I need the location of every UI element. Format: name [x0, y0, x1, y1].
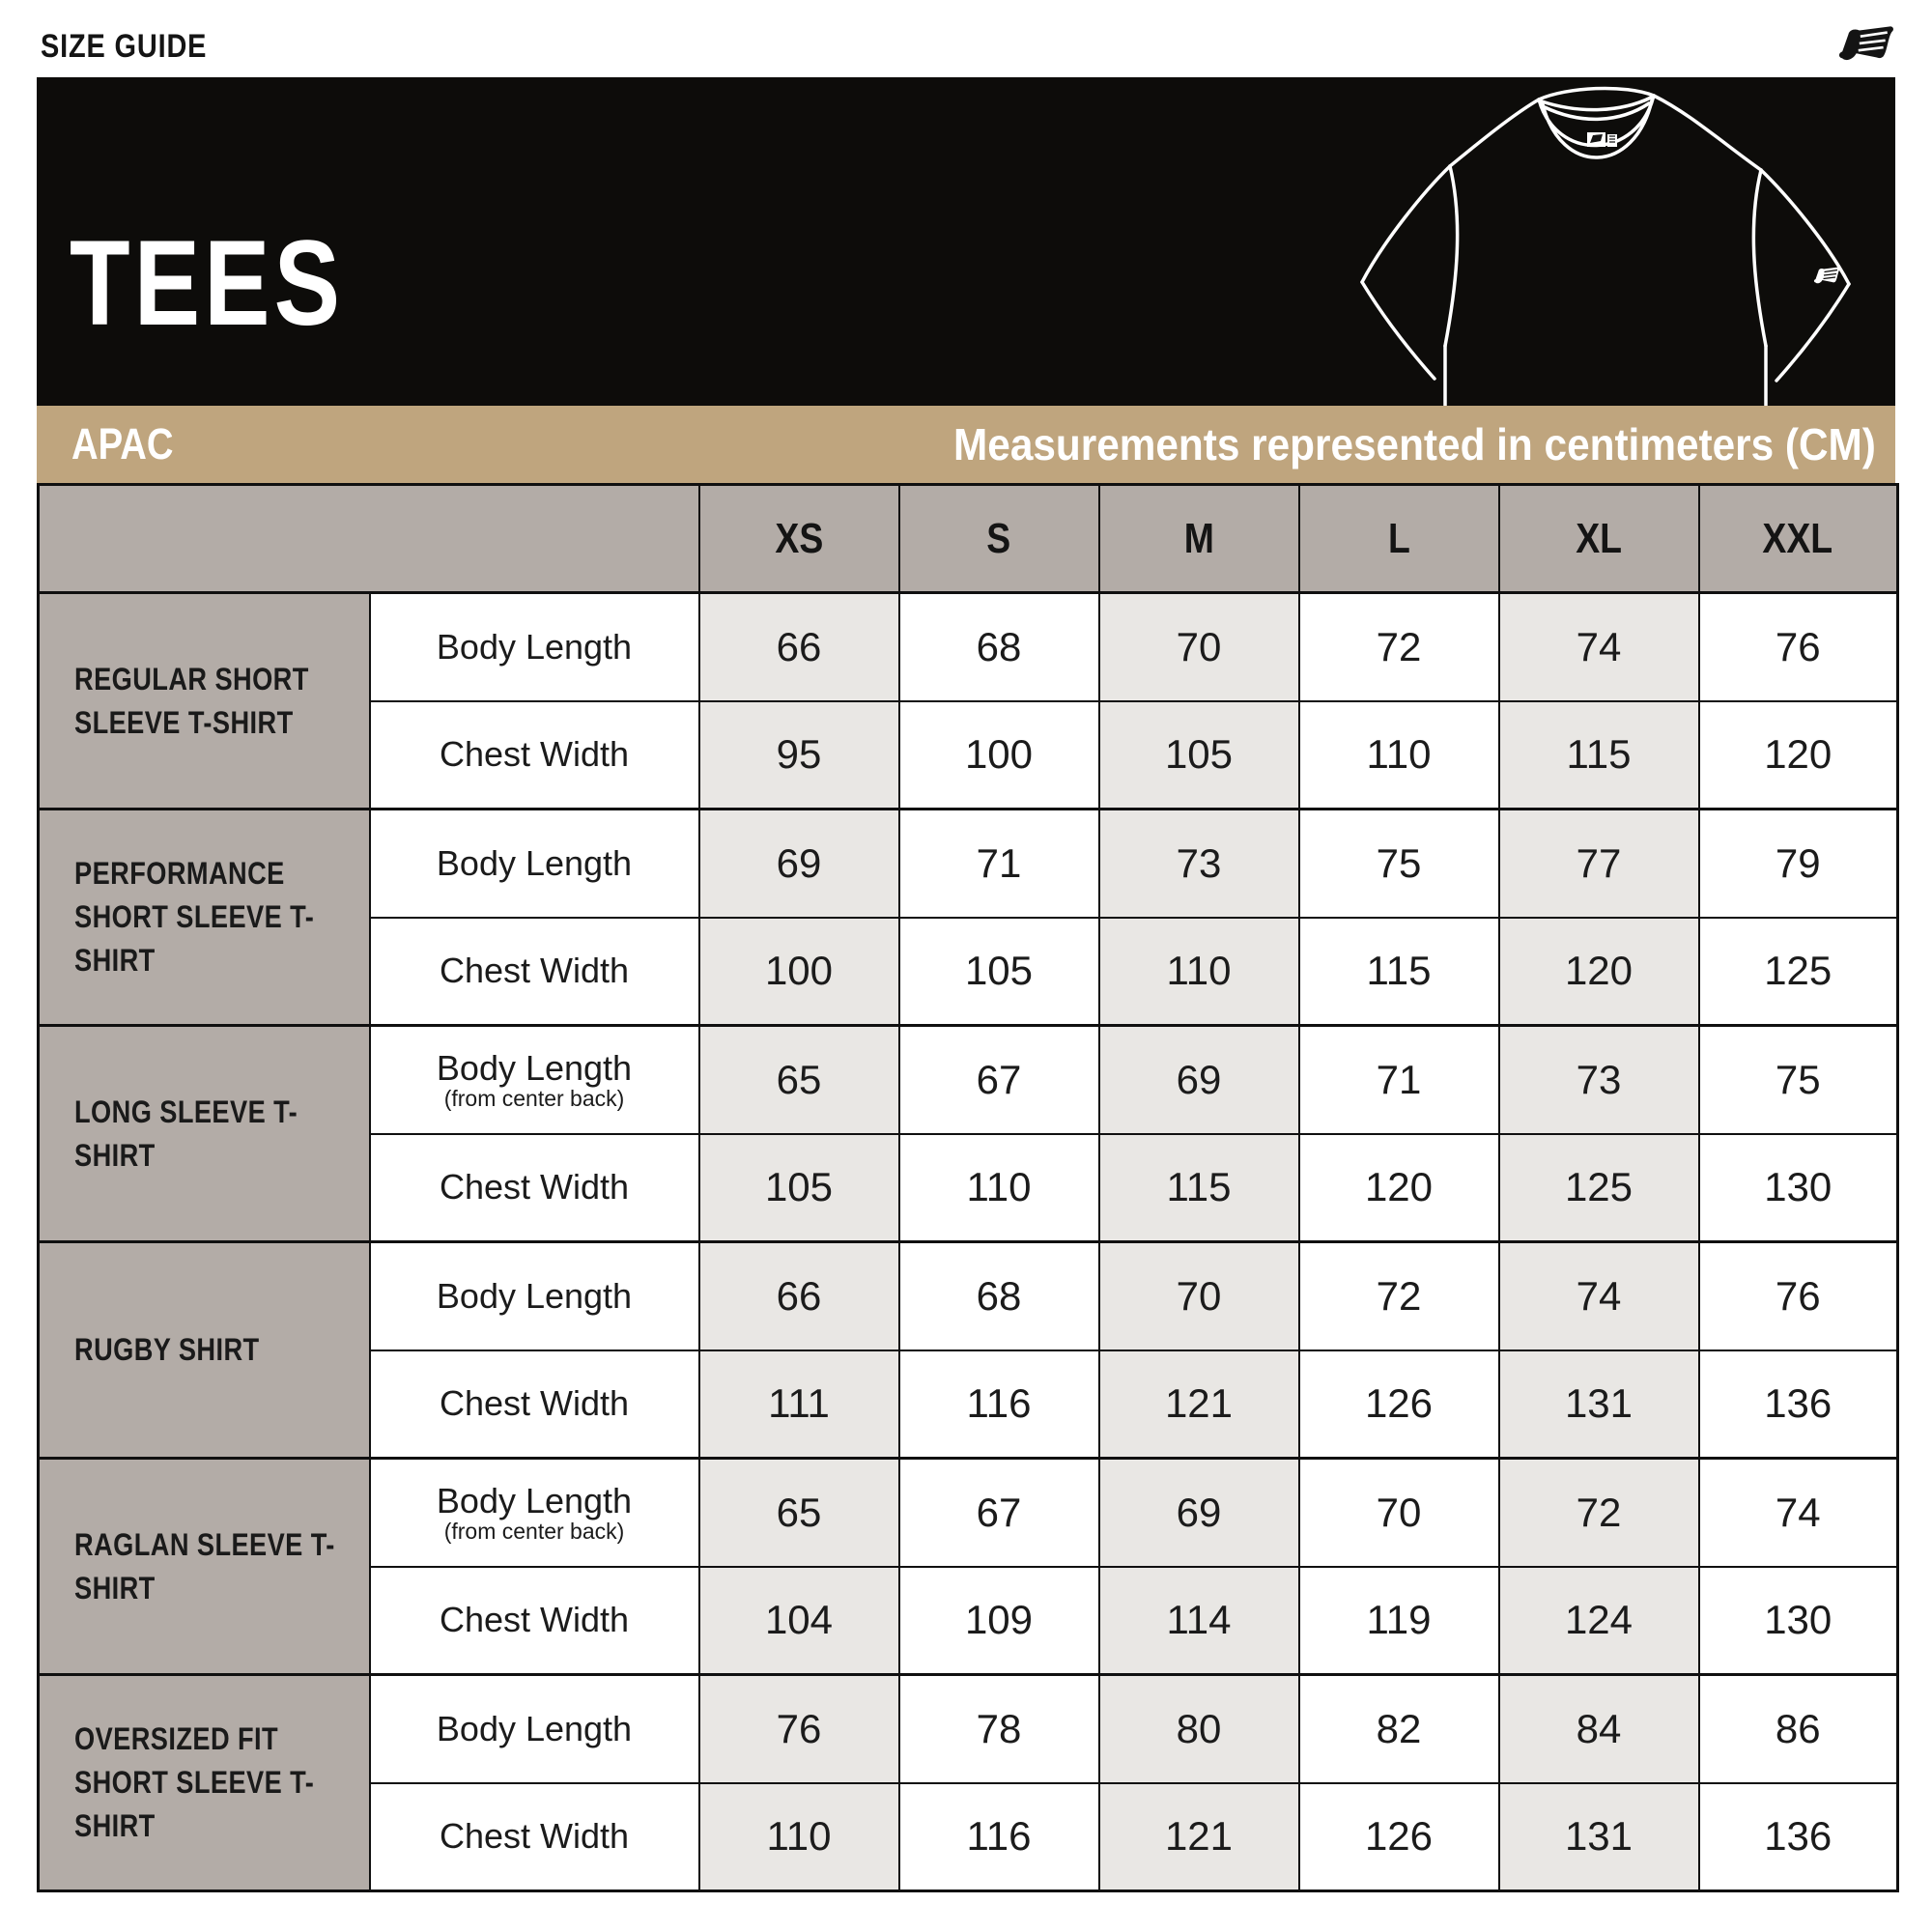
- corner-cell: [39, 485, 699, 593]
- measurement-label: Chest Width: [439, 1383, 630, 1424]
- value-cell-l: 115: [1299, 918, 1499, 1026]
- value-cell-xxl: 120: [1699, 701, 1898, 810]
- value-cell-m: 110: [1099, 918, 1299, 1026]
- product-name-cell: [39, 1242, 370, 1459]
- value-cell-xs: 69: [699, 810, 899, 918]
- value-cell-m: 69: [1099, 1459, 1299, 1567]
- value-cell-xxl: 74: [1699, 1459, 1898, 1567]
- value-cell-xl: 73: [1499, 1026, 1699, 1134]
- value-cell-l: 119: [1299, 1567, 1499, 1675]
- size-col-header-s: [899, 485, 1099, 593]
- value-cell-s: 116: [899, 1350, 1099, 1459]
- size-col-header-xxl: [1699, 485, 1898, 593]
- value-cell-xxl: 130: [1699, 1134, 1898, 1242]
- body-length-row: [39, 1675, 1898, 1783]
- value-cell-m: 115: [1099, 1134, 1299, 1242]
- value-cell-xl: 74: [1499, 593, 1699, 701]
- measurement-label-cell: [370, 1567, 699, 1675]
- size-guide-page: [37, 0, 1895, 1892]
- value-cell-xs: 66: [699, 1242, 899, 1350]
- product-name: RUGBY SHIRT: [74, 1332, 260, 1367]
- measurement-label: Chest Width: [439, 1167, 630, 1208]
- measurement-label: Chest Width: [439, 951, 630, 991]
- value-cell-xs: 66: [699, 593, 899, 701]
- value-cell-m: 73: [1099, 810, 1299, 918]
- value-cell-xl: 72: [1499, 1459, 1699, 1567]
- value-cell-xs: 100: [699, 918, 899, 1026]
- measurement-label-cell: [370, 918, 699, 1026]
- measurement-label-cell: [370, 1134, 699, 1242]
- measurement-sublabel: (from center back): [443, 1086, 625, 1112]
- value-cell-xs: 105: [699, 1134, 899, 1242]
- value-cell-m: 105: [1099, 701, 1299, 810]
- product-name-cell: [39, 1026, 370, 1242]
- size-col-header-l: [1299, 485, 1499, 593]
- measurement-label-cell: [370, 1783, 699, 1891]
- value-cell-s: 68: [899, 1242, 1099, 1350]
- body-length-row: [39, 593, 1898, 701]
- body-length-row: [39, 1459, 1898, 1567]
- region-label: APAC: [71, 419, 174, 469]
- size-header-row: [39, 485, 1898, 593]
- value-cell-xs: 65: [699, 1026, 899, 1134]
- value-cell-xl: 125: [1499, 1134, 1699, 1242]
- size-label: XL: [1576, 514, 1622, 562]
- value-cell-s: 116: [899, 1783, 1099, 1891]
- size-label: M: [1183, 514, 1214, 562]
- product-name-cell: [39, 1459, 370, 1675]
- value-cell-s: 105: [899, 918, 1099, 1026]
- new-era-flag-logo: [1835, 25, 1895, 66]
- value-cell-m: 69: [1099, 1026, 1299, 1134]
- value-cell-xl: 115: [1499, 701, 1699, 810]
- value-cell-xs: 65: [699, 1459, 899, 1567]
- size-label: XXL: [1762, 514, 1833, 562]
- measurement-label-cell: [370, 593, 699, 701]
- value-cell-m: 70: [1099, 593, 1299, 701]
- value-cell-m: 121: [1099, 1350, 1299, 1459]
- measurement-label-cell: [370, 701, 699, 810]
- value-cell-xs: 111: [699, 1350, 899, 1459]
- value-cell-l: 120: [1299, 1134, 1499, 1242]
- value-cell-s: 78: [899, 1675, 1099, 1783]
- measurement-label-cell: [370, 810, 699, 918]
- value-cell-l: 75: [1299, 810, 1499, 918]
- measurement-unit-note: Measurements represented in centimeters (CM): [953, 419, 1876, 469]
- value-cell-s: 110: [899, 1134, 1099, 1242]
- value-cell-xxl: 136: [1699, 1783, 1898, 1891]
- neck-label: [1587, 132, 1617, 147]
- value-cell-s: 67: [899, 1026, 1099, 1134]
- value-cell-s: 100: [899, 701, 1099, 810]
- size-col-header-m: [1099, 485, 1299, 593]
- body-length-row: [39, 1026, 1898, 1134]
- region-bar: [37, 406, 1895, 483]
- size-chart-table: [37, 483, 1899, 1892]
- value-cell-xl: 77: [1499, 810, 1699, 918]
- measurement-label-cell: [370, 1026, 699, 1134]
- product-name-cell: [39, 810, 370, 1026]
- measurement-label: Body Length: [436, 626, 633, 667]
- value-cell-xl: 84: [1499, 1675, 1699, 1783]
- measurement-label: Body Length: [436, 1481, 633, 1521]
- product-name-cell: [39, 1675, 370, 1891]
- value-cell-xl: 131: [1499, 1350, 1699, 1459]
- measurement-label: Chest Width: [439, 734, 630, 775]
- value-cell-xl: 124: [1499, 1567, 1699, 1675]
- size-col-header-xs: [699, 485, 899, 593]
- measurement-label-cell: [370, 1675, 699, 1783]
- product-name: LONG SLEEVE T-SHIRT: [74, 1094, 298, 1173]
- value-cell-m: 70: [1099, 1242, 1299, 1350]
- body-length-row: [39, 810, 1898, 918]
- sleeve-flag-logo: [1814, 268, 1840, 284]
- product-name: OVERSIZED FIT SHORT SLEEVE T-SHIRT: [74, 1721, 315, 1843]
- measurement-label-cell: [370, 1242, 699, 1350]
- measurement-label: Body Length: [436, 842, 633, 883]
- value-cell-l: 72: [1299, 1242, 1499, 1350]
- value-cell-xs: 95: [699, 701, 899, 810]
- value-cell-xxl: 75: [1699, 1026, 1898, 1134]
- value-cell-s: 68: [899, 593, 1099, 701]
- size-guide-label: SIZE GUIDE: [41, 28, 208, 65]
- value-cell-l: 126: [1299, 1783, 1499, 1891]
- value-cell-xxl: 136: [1699, 1350, 1898, 1459]
- value-cell-xxl: 125: [1699, 918, 1898, 1026]
- measurement-label: Body Length: [436, 1275, 633, 1316]
- tees-banner: [37, 77, 1895, 406]
- value-cell-xxl: 130: [1699, 1567, 1898, 1675]
- value-cell-xxl: 76: [1699, 593, 1898, 701]
- top-bar: [37, 0, 1895, 77]
- value-cell-l: 82: [1299, 1675, 1499, 1783]
- value-cell-m: 121: [1099, 1783, 1299, 1891]
- product-name: RAGLAN SLEEVE T-SHIRT: [74, 1526, 335, 1605]
- value-cell-l: 71: [1299, 1026, 1499, 1134]
- value-cell-s: 71: [899, 810, 1099, 918]
- value-cell-xxl: 76: [1699, 1242, 1898, 1350]
- tshirt-illustration: [1065, 77, 1895, 406]
- body-length-row: [39, 1242, 1898, 1350]
- value-cell-xs: 104: [699, 1567, 899, 1675]
- value-cell-l: 126: [1299, 1350, 1499, 1459]
- banner-title: TEES: [70, 216, 345, 351]
- value-cell-s: 109: [899, 1567, 1099, 1675]
- value-cell-l: 110: [1299, 701, 1499, 810]
- measurement-label: Body Length: [436, 1708, 633, 1748]
- value-cell-xl: 131: [1499, 1783, 1699, 1891]
- size-label: L: [1387, 514, 1410, 562]
- value-cell-xs: 76: [699, 1675, 899, 1783]
- measurement-label: Chest Width: [439, 1600, 630, 1640]
- measurement-label: Chest Width: [439, 1816, 630, 1857]
- measurement-label: Body Length: [436, 1048, 633, 1089]
- value-cell-m: 114: [1099, 1567, 1299, 1675]
- product-name: PERFORMANCE SHORT SLEEVE T-SHIRT: [74, 856, 315, 978]
- measurement-label-cell: [370, 1459, 699, 1567]
- product-name-cell: [39, 593, 370, 810]
- measurement-sublabel: (from center back): [443, 1519, 625, 1545]
- size-label: S: [986, 514, 1011, 562]
- value-cell-xxl: 86: [1699, 1675, 1898, 1783]
- product-name: REGULAR SHORT SLEEVE T-SHIRT: [74, 661, 309, 740]
- size-col-header-xl: [1499, 485, 1699, 593]
- value-cell-l: 72: [1299, 593, 1499, 701]
- value-cell-s: 67: [899, 1459, 1099, 1567]
- measurement-label-cell: [370, 1350, 699, 1459]
- value-cell-m: 80: [1099, 1675, 1299, 1783]
- value-cell-xl: 74: [1499, 1242, 1699, 1350]
- value-cell-xxl: 79: [1699, 810, 1898, 918]
- value-cell-xl: 120: [1499, 918, 1699, 1026]
- value-cell-l: 70: [1299, 1459, 1499, 1567]
- value-cell-xs: 110: [699, 1783, 899, 1891]
- size-label: XS: [775, 514, 823, 562]
